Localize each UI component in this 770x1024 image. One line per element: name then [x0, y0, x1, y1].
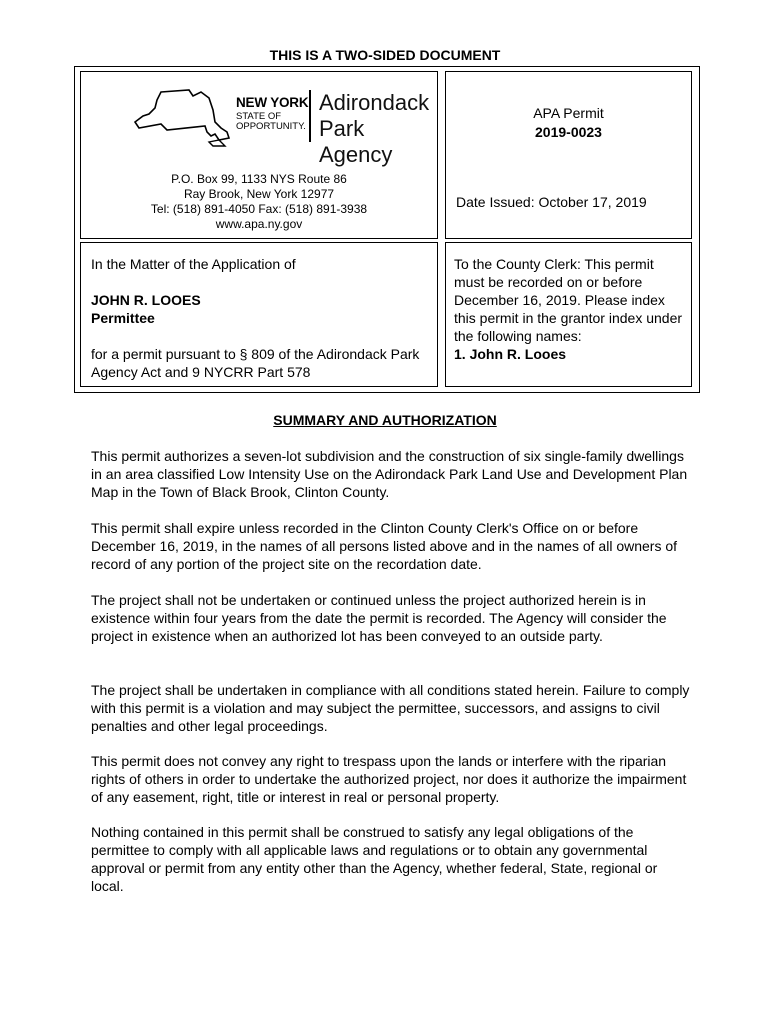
permittee-role: Permittee — [91, 310, 155, 326]
apa-wordmark — [319, 90, 429, 168]
agency-website: www.apa.ny.gov — [215, 217, 303, 231]
address-phone-fax: Tel: (518) 891-4050 Fax: (518) 891-3938 — [150, 202, 368, 216]
paragraph: The project shall not be undertaken or continued unless the project authorized herein is in existence within four years from the date the permit is recorded. The Agency will consider the project in existence when an authorized lot has been conveyed to an outside party. — [91, 592, 667, 644]
ny-tagline — [236, 112, 306, 132]
paragraph: The project shall be undertaken in compliance with all conditions stated herein. Failure to comply with this permit is a violation and may subject the permittee, successors, and assigns to civil penalties and other legal proceedings. — [91, 682, 690, 734]
paragraph: This permit does not convey any right to trespass upon the lands or interfere with the riparian rights of others in order to undertake the authorized project, nor does it authorize the impairment of any easement, right, title or interest in real or personal property. — [91, 753, 687, 805]
two-sided-notice: THIS IS A TWO-SIDED DOCUMENT — [269, 47, 501, 63]
paragraph: This permit shall expire unless recorded in the Clinton County Clerk's Office on or before December 16, 2019, in the names of all persons listed above and in the names of all owners of record of any portion of the project site on the recordation date. — [91, 520, 678, 572]
paragraph: Nothing contained in this permit shall be construed to satisfy any legal obligations of the permittee to comply with all applicable laws and regulations or to obtain any governmental approval or permit from any entity other than the Agency, whether federal, State, regional or local. — [91, 824, 658, 894]
date-issued: Date Issued: October 17, 2019 — [456, 194, 647, 210]
ny-tagline-line2: OPPORTUNITY. — [236, 121, 306, 132]
matter-text — [91, 255, 431, 381]
permit-header-frame — [74, 66, 700, 393]
apa-wordmark-line2: Park Agency — [319, 116, 393, 167]
agency-address — [81, 172, 437, 232]
county-clerk-text — [454, 255, 686, 363]
permit-label: APA Permit — [533, 105, 604, 121]
matter-cell — [80, 242, 438, 387]
permittee-name: JOHN R. LOOES — [91, 292, 201, 308]
section-heading: SUMMARY AND AUTHORIZATION — [273, 412, 497, 428]
ny-wordmark: NEW YORK — [236, 95, 309, 110]
permit-basis: for a permit pursuant to § 809 of the Adirondack Park Agency Act and 9 NYCRR Part 578 — [91, 346, 420, 380]
new-york-state-map-icon — [131, 88, 231, 150]
address-line: P.O. Box 99, 1133 NYS Route 86 — [171, 172, 347, 186]
agency-logo-cell — [80, 71, 438, 239]
recording-instructions: To the County Clerk: This permit must be recorded on or before December 16, 2019. Please index this permit in the grantor index under the following names: — [454, 256, 683, 344]
agency-logo — [131, 84, 430, 167]
ny-tagline-line1: STATE OF — [236, 111, 282, 122]
grantor-name: 1. John R. Looes — [454, 346, 567, 362]
apa-wordmark-line1: Adirondack — [319, 90, 430, 115]
matter-intro: In the Matter of the Application of — [91, 256, 296, 272]
address-line: Ray Brook, New York 12977 — [183, 187, 335, 201]
permit-info-cell — [445, 71, 692, 239]
logo-divider — [309, 90, 311, 142]
paragraph: This permit authorizes a seven-lot subdivision and the construction of six single-family dwellings in an area classified Low Intensity Use on the Adirondack Park Land Use and Development Plan Map in the Town of Black Brook, Clinton County. — [91, 448, 688, 500]
county-clerk-cell — [445, 242, 692, 387]
permit-number: 2019-0023 — [535, 124, 602, 140]
